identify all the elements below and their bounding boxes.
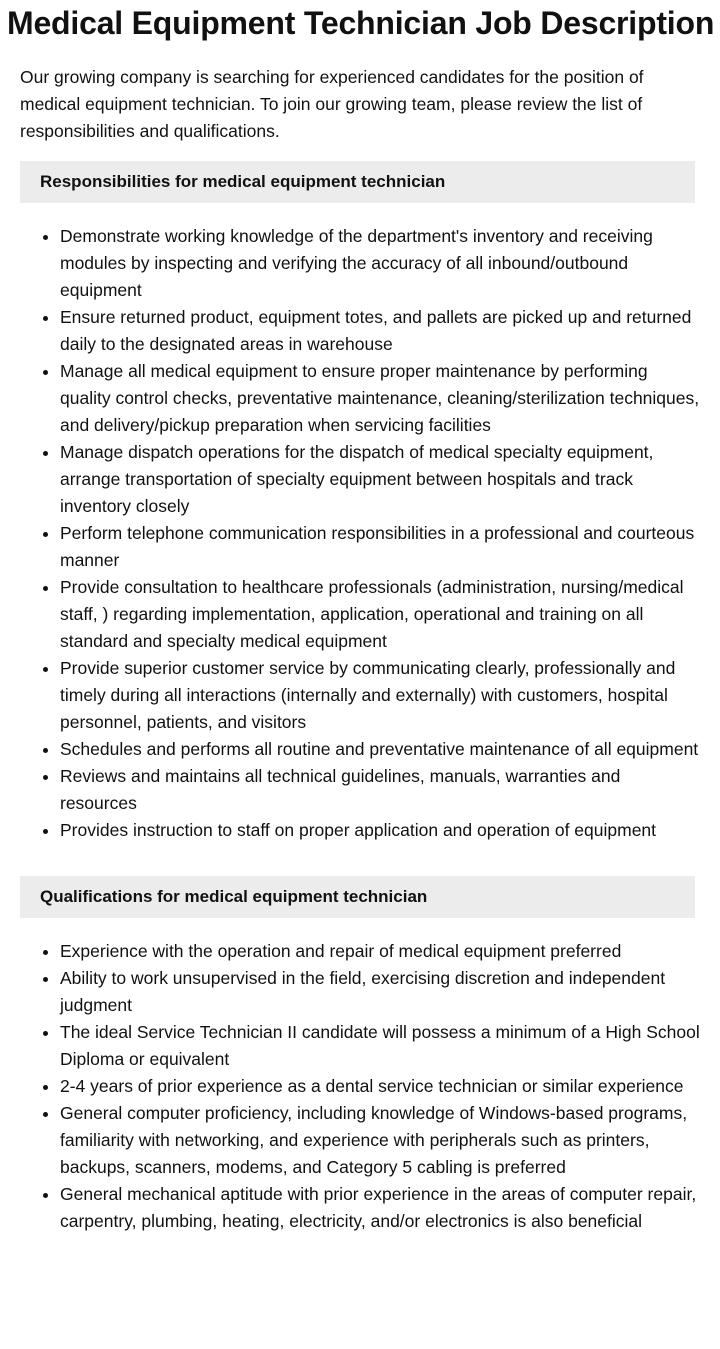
intro-paragraph: Our growing company is searching for experienced candidates for the position of medical equipment technician. To join our growing team, please review the list of responsibilities and qualifications. [20,67,644,141]
list-item: • Ensure returned product, equipment totes, and pallets are picked up and returned daily to the designated areas in warehouse [60,304,700,358]
list-item: • Experience with the operation and repair of medical equipment preferred [60,938,700,965]
list-item: • General mechanical aptitude with prior experience in the areas of computer repair, carpentry, plumbing, heating, electricity, and/or electronics is also beneficial [60,1181,700,1235]
page-title: Medical Equipment Technician Job Description [7,5,715,41]
responsibilities-list [0,223,700,844]
list-item: • Manage all medical equipment to ensure proper maintenance by performing quality control checks, preventative maintenance, cleaning/sterilization techniques, and delivery/pickup preparation when servicing facilities [60,358,700,439]
responsibilities-section [0,161,720,844]
qualifications-heading: Qualifications for medical equipment technician [20,876,695,918]
responsibilities-heading: Responsibilities for medical equipment technician [20,161,695,203]
list-item: • 2-4 years of prior experience as a dental service technician or similar experience [60,1073,700,1100]
qualifications-section [0,876,720,1235]
list-item: • Provide superior customer service by communicating clearly, professionally and timely during all interactions (internally and externally) with customers, hospital personnel, patients, and visitors [60,655,700,736]
list-item: • The ideal Service Technician II candidate will possess a minimum of a High School Diploma or equivalent [60,1019,700,1073]
list-item: • General computer proficiency, including knowledge of Windows-based programs, familiarity with networking, and experience with peripherals such as printers, backups, scanners, modems, and Category 5 cabling is preferred [60,1100,700,1181]
list-item: • Perform telephone communication responsibilities in a professional and courteous manner [60,520,700,574]
list-item: • Provides instruction to staff on proper application and operation of equipment [60,817,700,844]
list-item: • Manage dispatch operations for the dispatch of medical specialty equipment, arrange transportation of specialty equipment between hospitals and track inventory closely [60,439,700,520]
list-item: • Provide consultation to healthcare professionals (administration, nursing/medical staff, ) regarding implementation, application, operational and training on all standard and specialty medical equipment [60,574,700,655]
list-item: • Demonstrate working knowledge of the department's inventory and receiving modules by inspecting and verifying the accuracy of all inbound/outbound equipment [60,223,700,304]
qualifications-list [0,938,700,1235]
list-item: • Reviews and maintains all technical guidelines, manuals, warranties and resources [60,763,700,817]
list-item: • Schedules and performs all routine and preventative maintenance of all equipment [60,736,700,763]
list-item: • Ability to work unsupervised in the field, exercising discretion and independent judgment [60,965,700,1019]
